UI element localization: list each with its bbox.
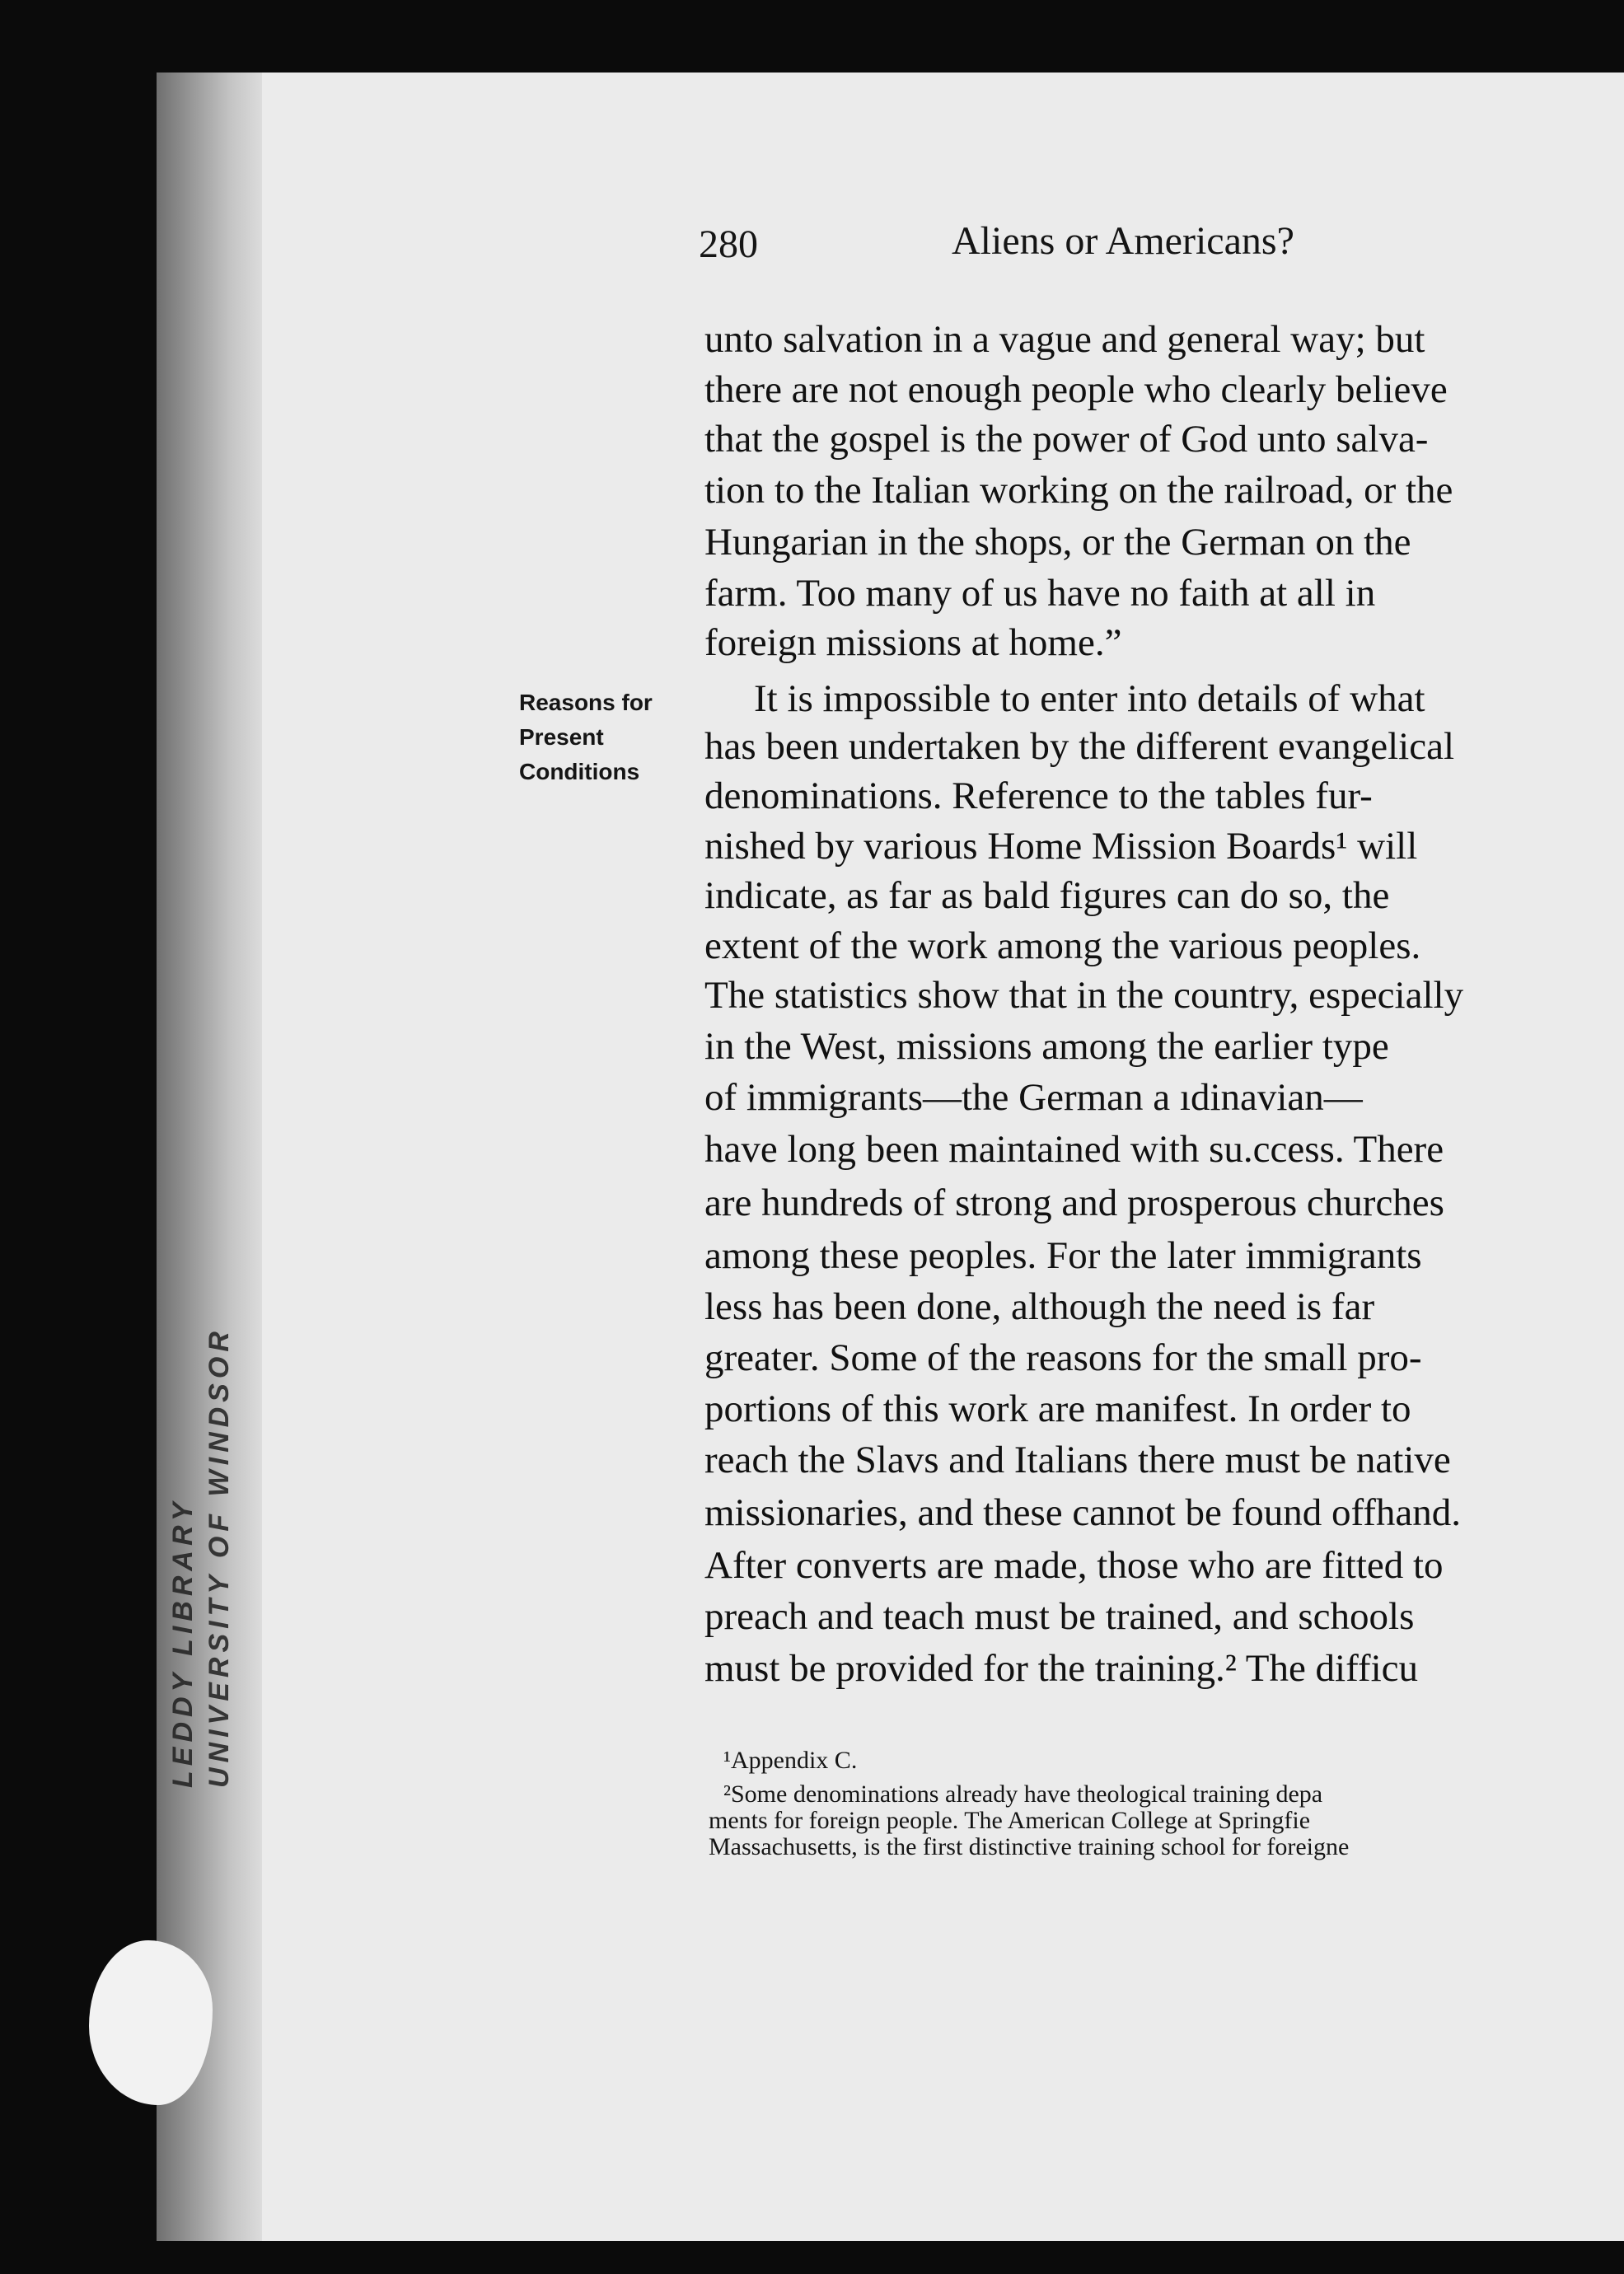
- text-line: denominations. Reference to the tables fur-: [704, 774, 1373, 817]
- text-line: greater. Some of the reasons for the small pro-: [704, 1336, 1422, 1379]
- text-line: must be provided for the training.² The difficu: [704, 1647, 1418, 1690]
- library-stamp-line: UNIVERSITY OF WINDSOR: [204, 1326, 235, 1788]
- text-line: It is impossible to enter into details of what: [754, 677, 1425, 720]
- text-line: nished by various Home Mission Boards¹ will: [704, 825, 1418, 868]
- text-line: less has been done, although the need is far: [704, 1285, 1375, 1328]
- text-line: in the West, missions among the earlier type: [704, 1025, 1389, 1068]
- text-line: indicate, as far as bald figures can do so, the: [704, 874, 1390, 917]
- text-line: farm. Too many of us have no faith at all in: [704, 572, 1376, 615]
- text-line: that the gospel is the power of God unto salva-: [704, 418, 1429, 461]
- running-title: Aliens or Americans?: [952, 219, 1294, 263]
- text-line: reach the Slavs and Italians there must be native: [704, 1439, 1451, 1481]
- text-line: have long been maintained with su.ccess. There: [704, 1128, 1444, 1171]
- text-line: Hungarian in the shops, or the German on the: [704, 521, 1411, 564]
- text-line: there are not enough people who clearly believe: [704, 368, 1448, 411]
- text-line: unto salvation in a vague and general way; but: [704, 318, 1425, 361]
- text-line: The statistics show that in the country, especially: [704, 974, 1464, 1017]
- margin-note-line: Conditions: [519, 759, 640, 784]
- scan-border: [375, 2241, 1624, 2274]
- margin-note-line: Present: [519, 724, 604, 750]
- text-line: After converts are made, those who are fitted to: [704, 1544, 1444, 1587]
- text-line: preach and teach must be trained, and schools: [704, 1595, 1415, 1638]
- text-line: of immigrants—the German a ıdinavian—: [704, 1076, 1363, 1119]
- margin-note-line: Reasons for: [519, 690, 653, 715]
- text-line: tion to the Italian working on the railroad, or the: [704, 469, 1453, 512]
- text-line: has been undertaken by the different evangelical: [704, 725, 1455, 768]
- library-stamp-line: LEDDY LIBRARY: [167, 1497, 199, 1788]
- footnote-line: ments for foreign people. The American College at Springfie: [709, 1807, 1311, 1834]
- text-line: among these peoples. For the later immigrants: [704, 1234, 1422, 1277]
- text-line: are hundreds of strong and prosperous churches: [704, 1181, 1444, 1224]
- page-number: 280: [699, 222, 758, 266]
- text-line: portions of this work are manifest. In order to: [704, 1387, 1411, 1430]
- text-line: extent of the work among the various peoples.: [704, 924, 1421, 967]
- footnote-line: ²Some denominations already have theological training depa: [723, 1780, 1323, 1808]
- footnote-line: ¹Appendix C.: [723, 1747, 858, 1774]
- text-line: missionaries, and these cannot be found offhand.: [704, 1491, 1462, 1534]
- footnote-line: Massachusetts, is the first distinctive training school for foreigne: [709, 1833, 1350, 1860]
- text-line: foreign missions at home.”: [704, 621, 1122, 664]
